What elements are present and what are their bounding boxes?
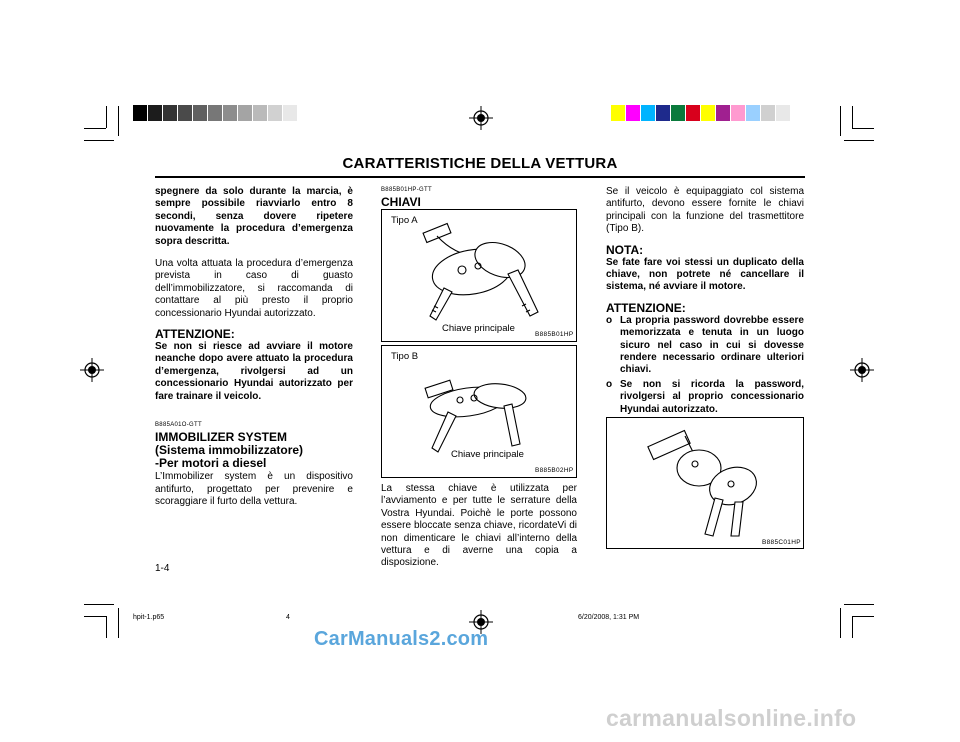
attention-list bbox=[606, 315, 804, 416]
page-title: CARATTERISTICHE DELLA VETTURA bbox=[342, 155, 618, 172]
color-swatch bbox=[746, 105, 761, 121]
slug-file: hpit-1.p65 bbox=[133, 614, 165, 621]
keys-paragraph: La stessa chiave è utilizzata per l’avviamento e per tutte le serrature della Vostra Hyundai. Poichè le porte possono essere bloccate senza chiave, ricordateVi di non dimenticare le chiavi all’interno della vettura e di averne una copia a disposizione. bbox=[381, 483, 577, 569]
grayscale-color-bar bbox=[133, 105, 313, 121]
figure-type-label: Tipo B bbox=[391, 351, 419, 362]
color-swatch bbox=[731, 105, 746, 121]
section-title-line: (Sistema immobilizzatore) bbox=[155, 443, 304, 458]
page-number: 1-4 bbox=[155, 563, 170, 574]
column-middle bbox=[381, 186, 577, 211]
color-swatch bbox=[208, 105, 223, 121]
color-swatch bbox=[716, 105, 731, 121]
color-swatch bbox=[298, 105, 313, 121]
figure-code: B885B01HP bbox=[535, 331, 574, 338]
registration-mark-icon bbox=[469, 106, 493, 130]
color-swatch bbox=[133, 105, 148, 121]
attention-heading: ATTENZIONE: bbox=[155, 327, 235, 342]
color-swatch bbox=[163, 105, 178, 121]
color-swatch bbox=[611, 105, 626, 121]
color-swatch bbox=[761, 105, 776, 121]
key-code-figure bbox=[606, 417, 804, 549]
color-swatch bbox=[641, 105, 656, 121]
title-rule bbox=[155, 176, 805, 178]
antitheft-paragraph: Se il veicolo è equipaggiato col sistema antifurto, devono essere fornite le chiavi principali con la funzione del trasmettitore (Tipo B). bbox=[606, 186, 804, 235]
note-text: Se fate fare voi stessi un duplicato della chiave, non potrete né cancellare il sistema, né avviare il motore. bbox=[606, 256, 804, 293]
slug-page: 4 bbox=[286, 614, 290, 621]
bullet-text: Se non si ricorda la password, rivolgersi al proprio concessionario Hyundai autorizzato. bbox=[620, 378, 804, 415]
attention-text: Se non si riesce ad avviare il motore neanche dopo avere attuato la procedura d’emergenza, rivolgersi ad un concessionario Hyundai autorizzato per fare trainare il veicolo. bbox=[155, 341, 353, 402]
color-swatch bbox=[776, 105, 791, 121]
key-figure-type-b bbox=[381, 345, 577, 478]
slug-date: 6/20/2008, 1:31 PM bbox=[578, 614, 640, 621]
bullet-marker: o bbox=[606, 314, 613, 326]
bullet-text: La propria password dovrebbe essere memorizzata e tenuta in un luogo sicuro nel caso in cui si dovesse rendere necessario ordinare ulteriori chiavi. bbox=[620, 314, 804, 376]
color-swatch bbox=[701, 105, 716, 121]
figure-code: B885B02HP bbox=[535, 467, 574, 474]
color-swatch bbox=[656, 105, 671, 121]
note-heading: NOTA: bbox=[606, 242, 644, 257]
watermark-carmanuals2[interactable]: CarManuals2.com bbox=[314, 628, 489, 650]
section-title-line: -Per motori a diesel bbox=[155, 456, 267, 471]
list-item bbox=[606, 379, 804, 416]
list-item bbox=[606, 315, 804, 377]
key-illustration-icon bbox=[402, 220, 562, 330]
key-code-tag-illustration-icon bbox=[635, 424, 785, 542]
intro-paragraph: spegnere da solo durante la marcia, è sempre possibile riavviarlo entro 8 secondi, senza dovere ripetere nuovamente la procedura d’emergenza sopra descritta. bbox=[155, 186, 353, 247]
color-swatch bbox=[178, 105, 193, 121]
color-swatch bbox=[148, 105, 163, 121]
color-swatch bbox=[268, 105, 283, 121]
color-swatch bbox=[223, 105, 238, 121]
color-swatch bbox=[253, 105, 268, 121]
registration-mark-icon bbox=[80, 358, 104, 382]
bullet-marker: o bbox=[606, 378, 613, 390]
key-figure-type-a bbox=[381, 209, 577, 342]
immobilizer-paragraph: L’Immobilizer system è un dispositivo antifurto, progettato per prevenire e scoraggiare il furto della vettura. bbox=[155, 471, 353, 507]
color-swatch bbox=[686, 105, 701, 121]
color-swatch bbox=[283, 105, 298, 121]
keys-paragraph-wrap bbox=[381, 483, 577, 580]
figure-caption: Chiave principale bbox=[451, 449, 524, 460]
process-color-bar bbox=[611, 105, 791, 121]
figure-type-label: Tipo A bbox=[391, 215, 418, 226]
attention-heading: ATTENZIONE: bbox=[606, 300, 686, 315]
key-transmitter-illustration-icon bbox=[408, 368, 558, 458]
section-code: B885A01O-GTT bbox=[155, 422, 202, 429]
figure-code: B885C01HP bbox=[762, 539, 801, 546]
column-left bbox=[155, 186, 353, 518]
color-swatch bbox=[626, 105, 641, 121]
color-swatch bbox=[193, 105, 208, 121]
emergency-paragraph: Una volta attuata la procedura d’emergenza prevista in caso di guasto dell’immobilizzatore, si raccomanda di contattare al più presto il proprio concessionario Hyundai autorizzato. bbox=[155, 258, 353, 319]
section-title: CHIAVI bbox=[381, 195, 421, 209]
color-swatch bbox=[671, 105, 686, 121]
section-title-line: IMMOBILIZER SYSTEM bbox=[155, 430, 287, 445]
section-code: B885B01HP-GTT bbox=[381, 187, 432, 193]
figure-caption: Chiave principale bbox=[442, 323, 515, 334]
color-swatch bbox=[238, 105, 253, 121]
watermark-carmanualsonline[interactable]: carmanualsonline.info bbox=[606, 705, 857, 731]
registration-mark-icon bbox=[850, 358, 874, 382]
